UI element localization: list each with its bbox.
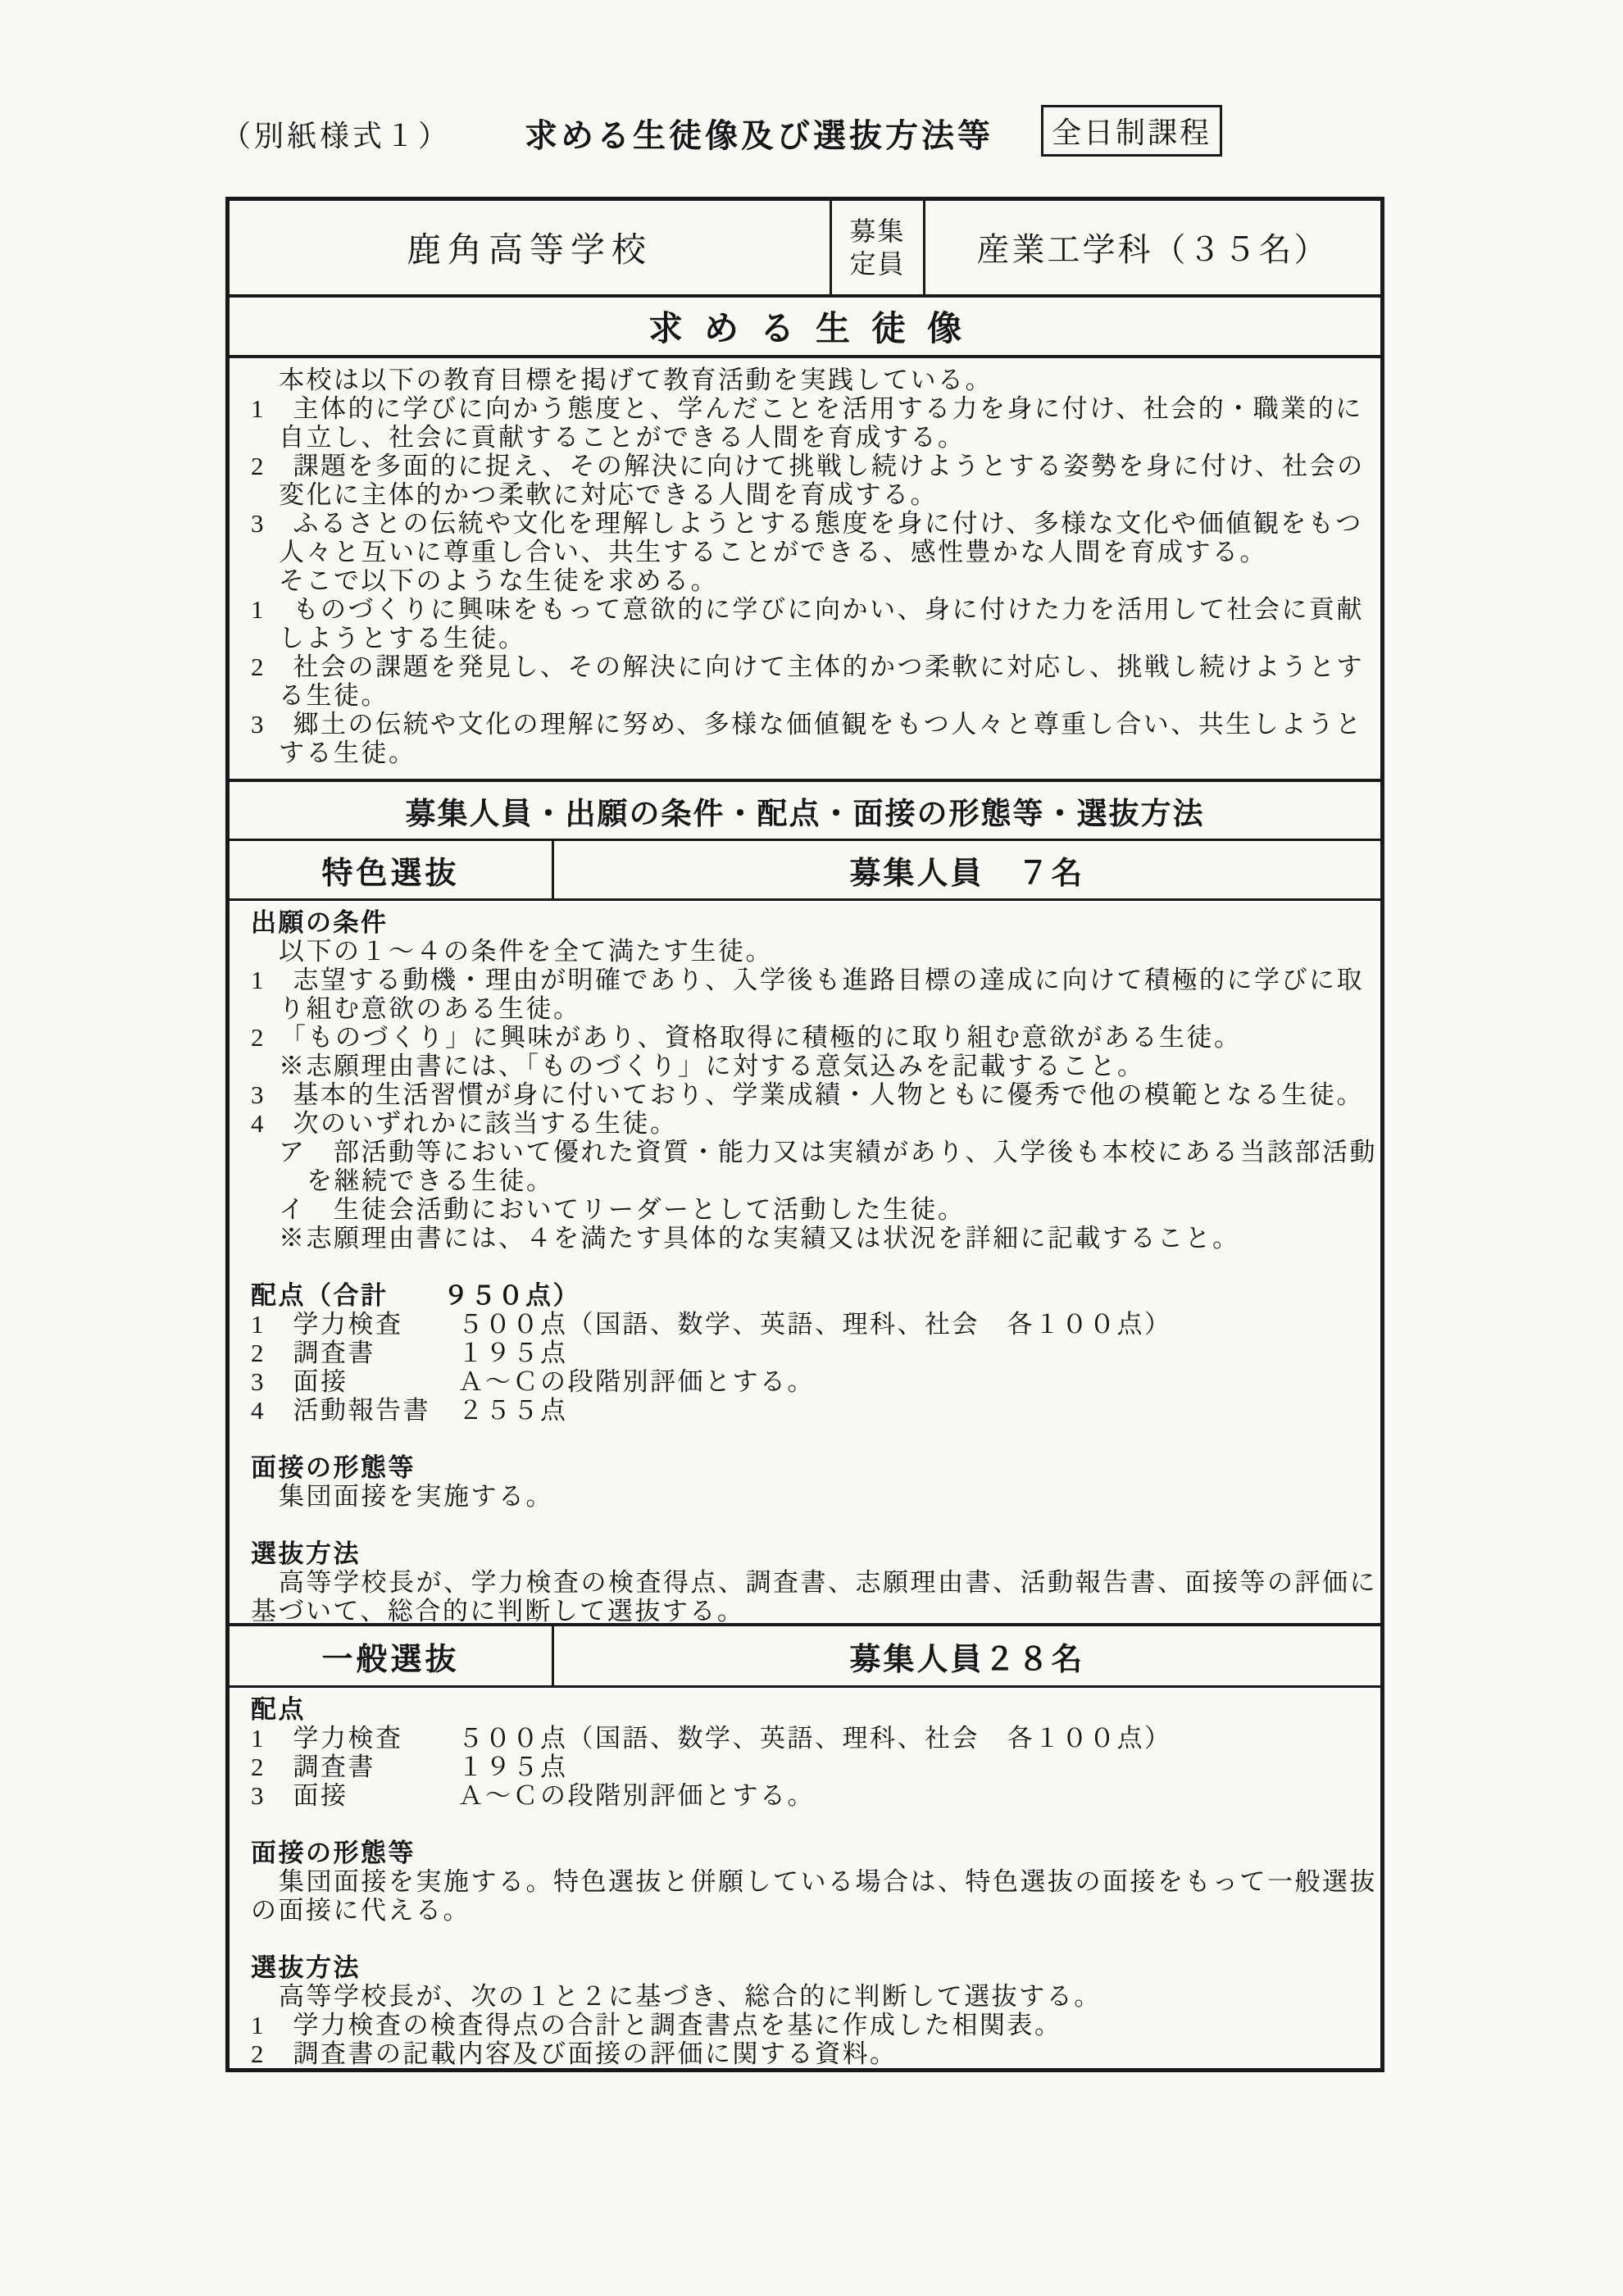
text-line: [251, 1425, 1366, 1453]
ippan-selection-row: [230, 1626, 1380, 1688]
text-line: 1 主体的に学びに向かう態度と、学んだことを活用する力を身に付け、社会的・職業的に: [251, 393, 1363, 423]
ippan-detail-text: [230, 1688, 1380, 2068]
text-line: 高等学校長が、学力検査の検査得点、調査書、志願理由書、活動報告書、面接等の評価に: [279, 1568, 1377, 1598]
ideal-student-section: [230, 358, 1380, 782]
text-line: る生徒。: [279, 680, 389, 710]
capacity-label-line1: 募集: [849, 216, 906, 246]
text-line: [251, 1810, 1366, 1839]
text-line: ※志願理由書には、４を満たす具体的な実績又は状況を詳細に記載すること。: [279, 1224, 1240, 1253]
text-line: イ 生徒会活動においてリーダーとして活動した生徒。: [279, 1195, 966, 1225]
text-line: 3 ふるさとの伝統や文化を理解しようとする態度を身に付け、多様な文化や価値観をもつ: [251, 508, 1363, 538]
text-line: 1 学力検査 ５００点（国語、数学、英語、理科、社会 各１００点）: [251, 1310, 1172, 1339]
text-line: 1 学力検査 ５００点（国語、数学、英語、理科、社会 各１００点）: [251, 1724, 1172, 1753]
school-info-row: [230, 201, 1380, 298]
text-line: 自立し、社会に貢献することができる人間を育成する。: [279, 422, 966, 452]
department-name: 産業工学科（３５名）: [976, 231, 1330, 269]
text-line: 3 郷土の伝統や文化の理解に努め、多様な価値観をもつ人々と尊重し合い、共生しようと: [251, 709, 1363, 739]
ippan-capacity: 募集人員２８名: [849, 1642, 1085, 1677]
text-line: を継続できる生徒。: [307, 1166, 554, 1196]
text-line: り組む意欲のある生徒。: [279, 994, 581, 1024]
page-title: 求める生徒像及び選抜方法等: [525, 118, 993, 154]
text-line: そこで以下のような生徒を求める。: [279, 566, 718, 595]
text-line: 3 面接 Ａ～Ｃの段階別評価とする。: [251, 1367, 815, 1397]
text-line: 本校は以下の教育目標を掲げて教育活動を実践している。: [279, 365, 993, 394]
text-line: 選抜方法: [251, 1953, 361, 1982]
ippan-label: 一般選抜: [230, 1626, 554, 1685]
text-line: 2 調査書の記載内容及び面接の評価に関する資料。: [251, 2039, 898, 2068]
text-line: 2 社会の課題を発見し、その解決に向けて主体的かつ柔軟に対応し、挑戦し続けようとす: [251, 652, 1364, 681]
tokushoku-detail-section: [230, 901, 1380, 1626]
text-line: 面接の形態等: [251, 1453, 416, 1483]
text-line: 1 ものづくりに興味をもって意欲的に学びに向かい、身に付けた力を活用して社会に貢献: [251, 594, 1364, 624]
text-line: ア 部活動等において優れた資質・能力又は実績があり、入学後も本校にある当該部活動: [279, 1138, 1377, 1167]
ideal-student-header: 求める生徒像: [230, 298, 1380, 358]
text-line: 2 調査書 １９５点: [251, 1339, 568, 1368]
text-line: しようとする生徒。: [279, 623, 526, 652]
text-line: する生徒。: [279, 738, 416, 767]
course-badge: 全日制課程: [1041, 105, 1222, 157]
text-line: 人々と互いに尊重し合い、共生することができる、感性豊かな人間を育成する。: [279, 537, 1267, 566]
text-line: 変化に主体的かつ柔軟に対応できる人間を育成する。: [279, 480, 938, 509]
text-line: 2 調査書 １９５点: [251, 1753, 568, 1781]
capacity-label-line2: 定員: [849, 248, 906, 279]
tokushoku-label: 特色選抜: [230, 841, 554, 898]
text-line: 配点（合計 ９５０点）: [251, 1281, 580, 1311]
text-line: 4 次のいずれかに該当する生徒。: [251, 1109, 678, 1139]
form-note: （別紙様式１）: [221, 120, 452, 152]
text-line: 1 志望する動機・理由が明確であり、入学後も進路目標の達成に向けて積極的に学びに取: [251, 966, 1364, 995]
text-line: 2 「ものづくり」に興味があり、資格取得に積極的に取り組む意欲がある生徒。: [251, 1023, 1242, 1053]
text-line: 3 基本的生活習慣が身に付いており、学業成績・人物ともに優秀で他の模範となる生徒。: [251, 1080, 1364, 1110]
school-name: 鹿角高等学校: [230, 201, 832, 294]
text-line: ※志願理由書には、「ものづくり」に対する意気込みを記載すること。: [279, 1052, 1145, 1081]
text-line: 基づいて、総合的に判断して選抜する。: [251, 1597, 745, 1626]
text-line: 以下の１～４の条件を全て満たす生徒。: [279, 937, 773, 966]
text-line: 高等学校長が、次の１と２に基づき、総合的に判断して選抜する。: [279, 1982, 1102, 2011]
tokushoku-selection-row: [230, 841, 1380, 901]
text-line: 4 活動報告書 ２５５点: [251, 1396, 568, 1425]
text-line: 面接の形態等: [251, 1839, 416, 1867]
text-line: [251, 1925, 1366, 1953]
text-line: [251, 1253, 1366, 1281]
text-line: 1 学力検査の検査得点の合計と調査書点を基に作成した相関表。: [251, 2011, 1062, 2039]
text-line: 2 課題を多面的に捉え、その解決に向けて挑戦し続けようとする姿勢を身に付け、社会の: [251, 451, 1365, 480]
text-line: 選抜方法: [251, 1539, 361, 1569]
text-line: の面接に代える。: [251, 1896, 471, 1925]
text-line: 3 面接 Ａ～Ｃの段階別評価とする。: [251, 1781, 815, 1810]
capacity-label: [832, 201, 925, 294]
tokushoku-capacity: 募集人員 ７名: [849, 856, 1085, 891]
tokushoku-detail-text: [230, 901, 1380, 1626]
text-line: 集団面接を実施する。特色選抜と併願している場合は、特色選抜の面接をもって一般選抜: [279, 1867, 1377, 1896]
text-line: [251, 1511, 1366, 1539]
text-line: 出願の条件: [251, 908, 389, 938]
ideal-student-text: [230, 358, 1380, 779]
text-line: 配点: [251, 1695, 306, 1724]
text-line: 集団面接を実施する。: [279, 1482, 553, 1512]
recruit-conditions-header: 募集人員・出願の条件・配点・面接の形態等・選抜方法: [230, 782, 1380, 841]
ippan-detail-section: [230, 1688, 1380, 2068]
main-table: [225, 197, 1384, 2072]
